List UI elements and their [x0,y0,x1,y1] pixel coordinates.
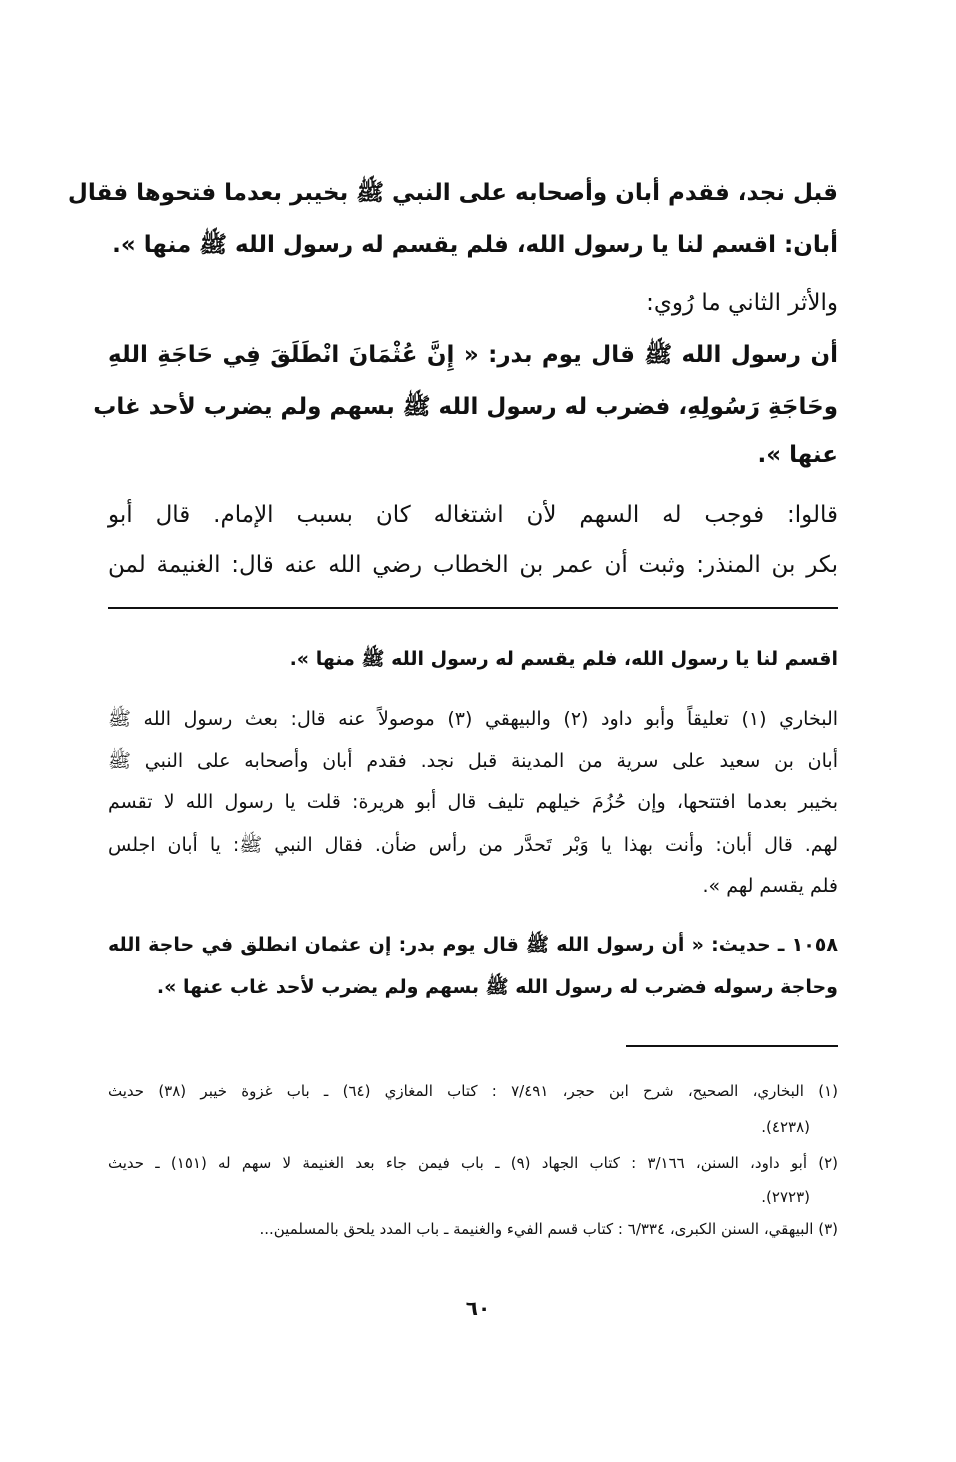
main-line-7: قالوا: فوجب له السهم لأن اشتغاله كان بسبب الإمام. قال أبو [108,502,838,528]
footnote-divider [626,1045,838,1047]
main-line-8: بكر بن المنذر: وثبت أن عمر بن الخطاب رضي الله عنه قال: الغنيمة لمن [108,552,838,578]
footnote-2: (٢) أبو داود، السنن، ٣/١٦٦ : كتاب الجهاد (٩) ـ باب فيمن جاء بعد الغنيمة لا سهم له (١٥١) ـ حديث [108,1154,838,1172]
commentary-line-3: أبان بن سعيد على سرية من المدينة قبل نجد. فقدم أبان وأصحابه على النبي ﷺ [108,750,838,772]
section-intro: والأثر الثاني ما رُوي: [646,290,838,316]
commentary [108,645,838,1025]
footnotes [108,1078,838,1248]
commentary-line-1: اقسم لنا يا رسول الله، فلم يقسم له رسول الله ﷺ منها ». [289,648,838,670]
hadith-line-2: وحاجة رسوله فضرب له رسول الله ﷺ بسهم ولم يضرب لأحد غاب عنها ». [156,976,838,998]
commentary-line-4: بخيبر بعدما افتتحها، وإن حُزُمَ خيلهم تليف قال أبو هريرة: قلت يا رسول الله لا تقسم [108,791,838,813]
main-divider [108,607,838,609]
main-line-4: أن رسول الله ﷺ قال يوم بدر: « إِنَّ عُثْمَانَ انْطَلَقَ فِي حَاجَةِ اللهِ [108,342,838,368]
footnote-3: (٣) البيهقي، السنن الكبرى، ٦/٣٣٤ : كتاب قسم الفيء والغنيمة ـ باب المدد يلحق بالمسلمين... [259,1220,838,1238]
hadith-line-1: ١٠٥٨ ـ حديث: « أن رسول الله ﷺ قال يوم بدر: إن عثمان انطلق في حاجة الله [108,934,838,956]
main-line-5: وحَاجَةِ رَسُولِهِ، فضرب له رسول الله ﷺ بسهم ولم يضرب لأحد غاب [93,394,838,420]
main-text [67,170,838,590]
main-line-2: أبان: اقسم لنا يا رسول الله، فلم يقسم له رسول الله ﷺ منها ». [112,232,838,258]
commentary-line-2: البخاري (١) تعليقاً وأبو داود (٢) والبيهقي (٣) موصولاً عنه قال: بعث رسول الله ﷺ [108,708,839,730]
page-number: ٦٠ [465,1296,491,1320]
main-line-1: قبل نجد، فقدم أبان وأصحابه على النبي ﷺ بخيبر بعدما فتحوها فقال [67,180,838,206]
footnote-1: (١) البخاري، الصحيح، شرح ابن حجر، ٧/٤٩١ : كتاب المغازي (٦٤) ـ باب غزوة خيبر (٣٨) حديث [108,1082,838,1100]
commentary-line-5: لهم. قال أبان: وأنت بهذا يا وَبْر تَحدَّر من رأس ضأن. فقال النبي ﷺ: يا أبان اجلس [108,834,838,856]
main-line-6: عنها ». [757,442,838,468]
footnote-1-cont: (٤٢٣٨). [761,1118,810,1136]
commentary-line-6: فلم يقسم لهم ». [702,875,838,897]
footnote-2-cont: (٢٧٢٣). [761,1188,810,1206]
